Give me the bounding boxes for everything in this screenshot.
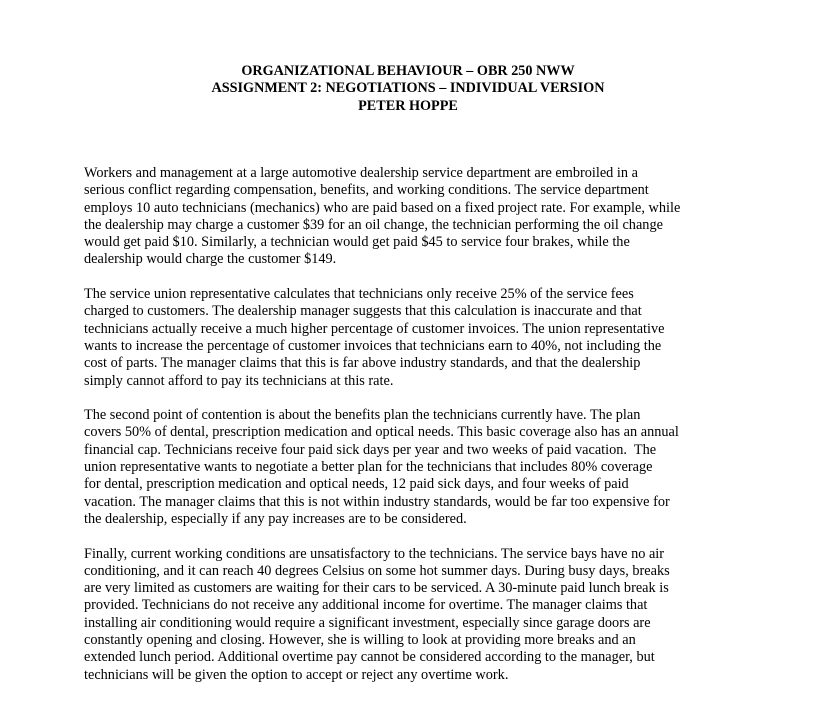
text-line: are very limited as customers are waiting for their cars to be serviced. A 30-minute paid lunch break is (84, 580, 669, 597)
author-name: PETER HOPPE (358, 97, 458, 114)
text-line: financial cap. Technicians receive four paid sick days per year and two weeks of paid vacation. The (84, 441, 657, 458)
text-line: simply cannot afford to pay its technicians at this rate. (84, 372, 394, 389)
text-line: employs 10 auto technicians (mechanics) who are paid based on a fixed project rate. For example, while (84, 199, 681, 216)
text-line: extended lunch period. Additional overtime pay cannot be considered according to the manager, but (84, 649, 655, 666)
text-line: the dealership may charge a customer $39 for an oil change, the technician performing the oil change (84, 216, 663, 233)
text-line: cost of parts. The manager claims that this is far above industry standards, and that the dealership (84, 355, 641, 372)
text-line: charged to customers. The dealership manager suggests that this calculation is inaccurate and that (84, 303, 642, 320)
text-line: The service union representative calculates that technicians only receive 25% of the service fees (84, 286, 634, 303)
document-header (0, 63, 816, 115)
text-line: installing air conditioning would require a significant investment, especially since garage doors are (84, 614, 651, 631)
text-line: vacation. The manager claims that this is not within industry standards, would be far too expensive for (84, 493, 670, 510)
text-line: would get paid $10. Similarly, a technician would get paid $45 to service four brakes, while the (84, 234, 630, 251)
text-line: conditioning, and it can reach 40 degrees Celsius on some hot summer days. During busy days, breaks (84, 562, 670, 579)
text-line: Finally, current working conditions are unsatisfactory to the technicians. The service bays have no air (84, 545, 665, 562)
text-line: for dental, prescription medication and optical needs, 12 paid sick days, and four weeks of paid (84, 476, 629, 493)
course-title: ORGANIZATIONAL BEHAVIOUR – OBR 250 NWW (241, 63, 575, 79)
text-line: technicians will be given the option to accept or reject any overtime work. (84, 666, 509, 683)
paragraph-union-calculation (84, 286, 744, 390)
paragraph-working-conditions (84, 546, 744, 684)
text-line: dealership would charge the customer $149. (84, 251, 337, 268)
text-line: covers 50% of dental, prescription medication and optical needs. This basic coverage also has an annual (84, 424, 679, 441)
document-body (84, 165, 744, 701)
paragraph-benefits (84, 407, 744, 528)
text-line: provided. Technicians do not receive any additional income for overtime. The manager claims that (84, 597, 648, 614)
text-line: constantly opening and closing. However, she is willing to look at providing more breaks and an (84, 632, 636, 649)
text-line: wants to increase the percentage of customer invoices that technicians earn to 40%, not including the (84, 337, 662, 354)
assignment-title: ASSIGNMENT 2: NEGOTIATIONS – INDIVIDUAL VERSION (211, 80, 605, 97)
text-line: technicians actually receive a much higher percentage of customer invoices. The union representative (84, 320, 665, 337)
text-line: serious conflict regarding compensation, benefits, and working conditions. The service department (84, 182, 649, 199)
paragraph-compensation (84, 165, 744, 269)
text-line: union representative wants to negotiate a better plan for the technicians that includes 80% coverage (84, 459, 653, 476)
text-line: Workers and management at a large automotive dealership service department are embroiled in a (84, 165, 638, 181)
text-line: the dealership, especially if any pay increases are to be considered. (84, 510, 467, 527)
text-line: The second point of contention is about the benefits plan the technicians currently have. The plan (84, 407, 641, 424)
